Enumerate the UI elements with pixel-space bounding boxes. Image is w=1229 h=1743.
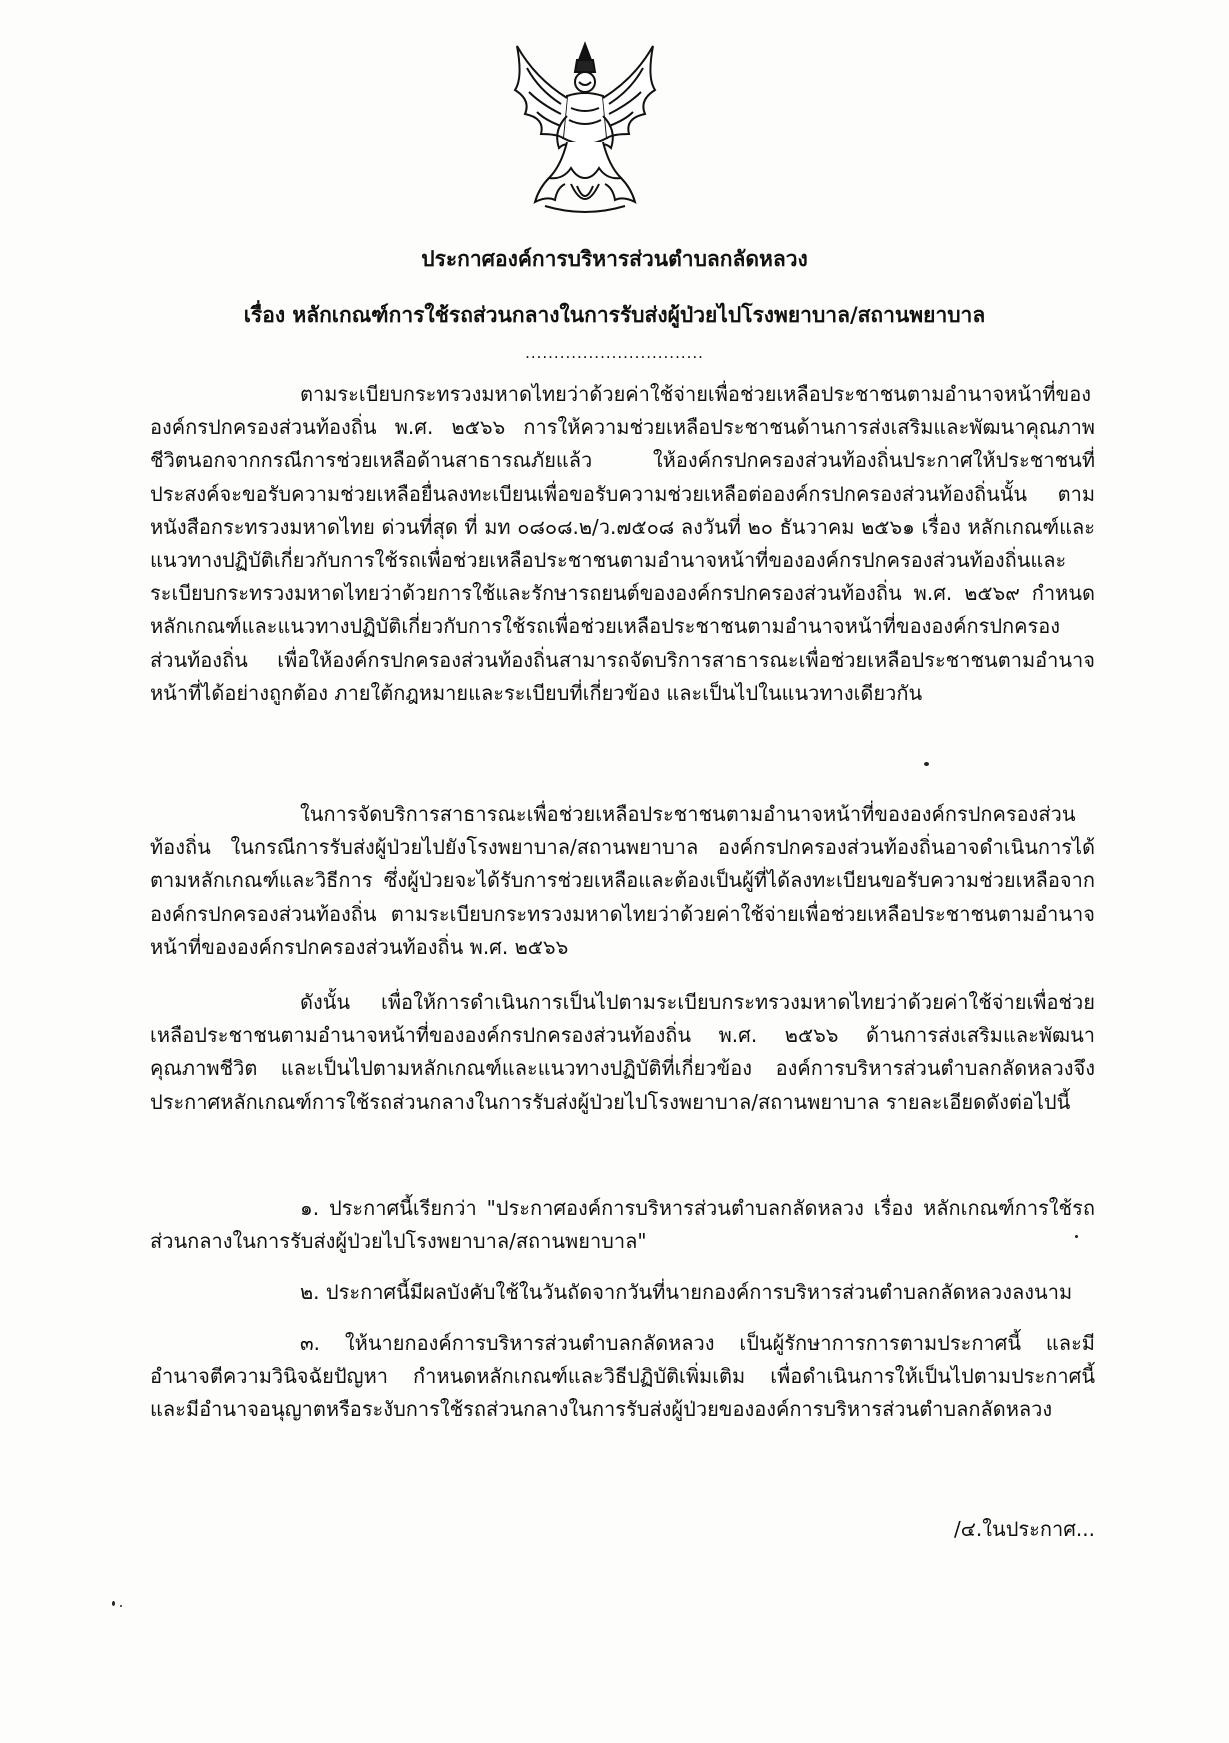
title-separator: ...............................: [525, 344, 704, 362]
body-paragraph-3: [150, 986, 1095, 1119]
scan-speck: [1075, 1235, 1078, 1238]
scan-speck: [120, 1605, 122, 1607]
clause-text: ๓. ให้นายกองค์การบริหารส่วนตำบลกลัดหลวง เป็นผู้รักษาการการตามประกาศนี้ และมีอำนาจตีความวินิจฉัยปัญหา กำหนดหลักเกณฑ์และวิธีปฏิบัติเพิ่มเติม เพื่อดำเนินการให้เป็นไปตามประกาศนี้ และมีอำนาจอนุญาตหรือระงับการใช้รถส่วนกลางในการรับส่งผู้ป่วยขององค์การบริหารส่วนตำบลกลัดหลวง: [150, 1331, 1095, 1422]
document-title: ประกาศองค์การบริหารส่วนตำบลกลัดหลวง: [421, 247, 808, 271]
page-continuation-marker: /๔.ในประกาศ...: [954, 1517, 1095, 1541]
body-paragraph-1: [150, 378, 1095, 710]
clause-2: [150, 1276, 1095, 1309]
paragraph-text: ในการจัดบริการสาธารณะเพื่อช่วยเหลือประชาชนตามอำนาจหน้าที่ขององค์กรปกครองส่วนท้องถิ่น ในกรณีการรับส่งผู้ป่วยไปยังโรงพยาบาล/สถานพยาบาล องค์กรปกครองส่วนท้องถิ่นอาจดำเนินการได้ตามหลักเกณฑ์และวิธีการ ซึ่งผู้ป่วยจะได้รับการช่วยเหลือและต้องเป็นผู้ที่ได้ลงทะเบียนขอรับความช่วยเหลือจากองค์กรปกครองส่วนท้องถิ่น ตามระเบียบกระทรวงมหาดไทยว่าด้วยค่าใช้จ่ายเพื่อช่วยเหลือประชาชนตามอำนาจหน้าที่ขององค์กรปกครองส่วนท้องถิ่น พ.ศ. ๒๕๖๖: [150, 802, 1095, 959]
garuda-emblem-icon: [505, 38, 665, 218]
paragraph-text: ตามระเบียบกระทรวงมหาดไทยว่าด้วยค่าใช้จ่ายเพื่อช่วยเหลือประชาชนตามอำนาจหน้าที่ขององค์กรปกครองส่วนท้องถิ่น พ.ศ. ๒๕๖๖ การให้ความช่วยเหลือประชาชนด้านการส่งเสริมและพัฒนาคุณภาพชีวิตนอกจากกรณีการช่วยเหลือด้านสาธารณภัยแล้ว ให้องค์กรปกครองส่วนท้องถิ่นประกาศให้ประชาชนที่ประสงค์จะขอรับความช่วยเหลือยื่นลงทะเบียนเพื่อขอรับความช่วยเหลือต่อองค์กรปกครองส่วนท้องถิ่นนั้น ตามหนังสือกระทรวงมหาดไทย ด่วนที่สุด ที่ มท ๐๘๐๘.๒/ว.๗๕๐๘ ลงวันที่ ๒๐ ธันวาคม ๒๕๖๑ เรื่อง หลักเกณฑ์และแนวทางปฏิบัติเกี่ยวกับการใช้รถเพื่อช่วยเหลือประชาชนตามอำนาจหน้าที่ขององค์กรปกครองส่วนท้องถิ่นและระเบียบกระทรวงมหาดไทยว่าด้วยการใช้และรักษารถยนต์ขององค์กรปกครองส่วนท้องถิ่น พ.ศ. ๒๕๖๙ กำหนดหลักเกณฑ์และแนวทางปฏิบัติเกี่ยวกับการใช้รถเพื่อช่วยเหลือประชาชนตามอำนาจหน้าที่ขององค์กรปกครองส่วนท้องถิ่น เพื่อให้องค์กรปกครองส่วนท้องถิ่นสามารถจัดบริการสาธารณะเพื่อช่วยเหลือประชาชนตามอำนาจหน้าที่ได้อย่างถูกต้อง ภายใต้กฎหมายและระเบียบที่เกี่ยวข้อง และเป็นไปในแนวทางเดียวกัน: [150, 382, 1095, 705]
scan-speck: [924, 762, 929, 766]
paragraph-text: ดังนั้น เพื่อให้การดำเนินการเป็นไปตามระเบียบกระทรวงมหาดไทยว่าด้วยค่าใช้จ่ายเพื่อช่วยเหลือประชาชนตามอำนาจหน้าที่ขององค์กรปกครองส่วนท้องถิ่น พ.ศ. ๒๕๖๖ ด้านการส่งเสริมและพัฒนาคุณภาพชีวิต และเป็นไปตามหลักเกณฑ์และแนวทางปฏิบัติที่เกี่ยวข้อง องค์การบริหารส่วนตำบลกลัดหลวงจึงประกาศหลักเกณฑ์การใช้รถส่วนกลางในการรับส่งผู้ป่วยไปโรงพยาบาล/สถานพยาบาล รายละเอียดดังต่อไปนี้: [150, 990, 1095, 1114]
document-subject: เรื่อง หลักเกณฑ์การใช้รถส่วนกลางในการรับส่งผู้ป่วยไปโรงพยาบาล/สถานพยาบาล: [243, 303, 986, 327]
body-paragraph-2: [150, 798, 1095, 964]
clause-text: ๑. ประกาศนี้เรียกว่า "ประกาศองค์การบริหารส่วนตำบลกลัดหลวง เรื่อง หลักเกณฑ์การใช้รถส่วนกลางในการรับส่งผู้ป่วยไปโรงพยาบาล/สถานพยาบาล": [150, 1196, 1095, 1254]
scan-speck: [112, 1601, 115, 1606]
clause-1: [150, 1192, 1095, 1258]
clause-text: ๒. ประกาศนี้มีผลบังคับใช้ในวันถัดจากวันที่นายกองค์การบริหารส่วนตำบลกลัดหลวงลงนาม: [300, 1280, 1073, 1304]
clause-3: [150, 1327, 1095, 1427]
